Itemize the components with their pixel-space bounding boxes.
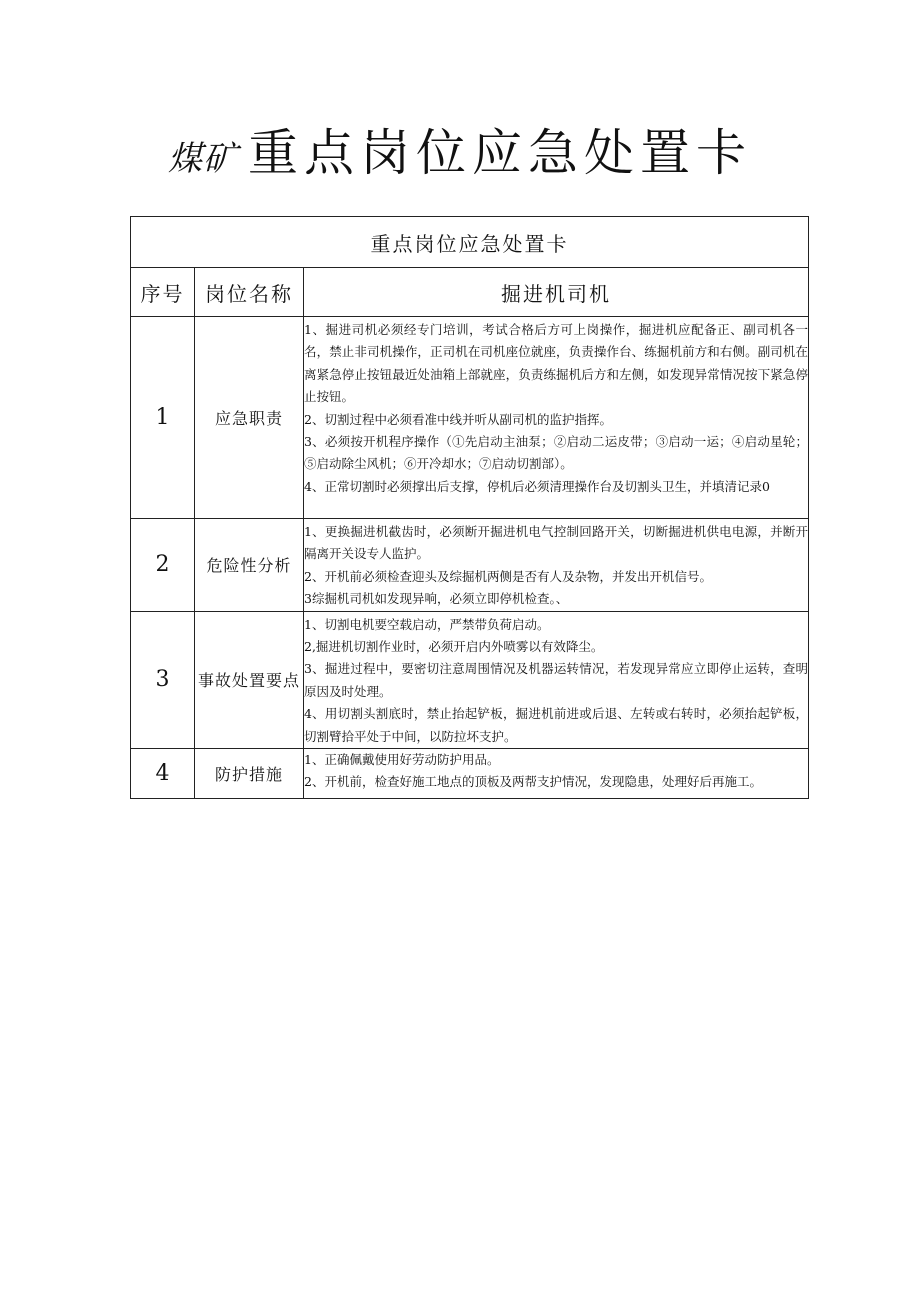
row-number: 4	[131, 749, 195, 799]
content-item: 1、切割电机要空载启动，严禁带负荷启动。	[304, 616, 550, 632]
content-item: 2,掘进机切割作业时，必须开启内外喷雾以有效降尘。	[304, 639, 604, 655]
content-item: 4、用切割头割底时，禁止抬起铲板，掘进机前进或后退、左转或右转时，必须抬起铲板，切割臂拾平处于中间，以防拉坏支护。	[304, 706, 809, 744]
position-name: 掘进机司机	[304, 268, 809, 317]
row-name: 应急职责	[195, 317, 304, 519]
title-main: 重点岗位应急处置卡	[248, 124, 752, 182]
row-content	[304, 519, 809, 612]
card-header: 重点岗位应急处置卡	[131, 217, 809, 268]
content-item: 2、开机前必须检查迎头及综掘机两侧是否有人及杂物，并发出开机信号。	[304, 568, 712, 584]
content-item: 1、掘进司机必须经专门培训，考试合格后方可上岗操作，掘进机应配备正、副司机各一名，禁止非司机操作，正司机在司机座位就座，负责操作台、练掘机前方和右侧。副司机在离紧急停止按钮最近处油箱上部就座，负责练掘机后方和左侧，如发现异常情况按下紧急停止按钮。	[304, 322, 809, 405]
content-item: 3、掘进过程中，要密切注意周围情况及机器运转情况，若发现异常应立即停止运转，查明原因及时处理。	[304, 661, 809, 699]
row-number: 2	[131, 519, 195, 612]
row-content	[304, 317, 809, 519]
emergency-card-table	[130, 216, 809, 799]
content-item: 2、开机前，检查好施工地点的顶板及两帮支护情况，发现隐患，处理好后再施工。	[304, 774, 762, 790]
row-number: 1	[131, 317, 195, 519]
row-number: 3	[131, 611, 195, 748]
column-header-number: 序号	[131, 268, 195, 317]
content-item: 3、必须按开机程序操作（①先启动主油泵；②启动二运皮带；③启动一运；④启动星轮；⑤启动除尘风机；⑥开冷却水；⑦启动切割部）。	[304, 434, 809, 472]
content-item: 3综掘机司机如发现异响，必须立即停机检查。、	[304, 591, 569, 607]
table-row	[131, 317, 809, 519]
row-content	[304, 611, 809, 748]
row-name: 危险性分析	[195, 519, 304, 612]
table-row	[131, 749, 809, 799]
content-item: 1、正确佩戴使用好劳动防护用品。	[304, 752, 500, 768]
title-prefix: 煤矿	[168, 139, 238, 179]
table-row	[131, 611, 809, 748]
row-content	[304, 749, 809, 799]
content-item: 2、切割过程中必须看准中线并听从副司机的监护指挥。	[304, 411, 612, 427]
column-header-name: 岗位名称	[195, 268, 304, 317]
page-title	[0, 124, 920, 182]
row-name: 事故处置要点	[195, 611, 304, 748]
row-name: 防护措施	[195, 749, 304, 799]
content-item: 1、更换掘进机截齿时，必须断开掘进机电气控制回路开关，切断掘进机供电电源，并断开隔离开关设专人监护。	[304, 524, 809, 562]
content-item: 4、正常切割时必须撑出后支撑，停机后必须清理操作台及切割头卫生，并填清记录0	[304, 478, 770, 494]
table-row	[131, 519, 809, 612]
